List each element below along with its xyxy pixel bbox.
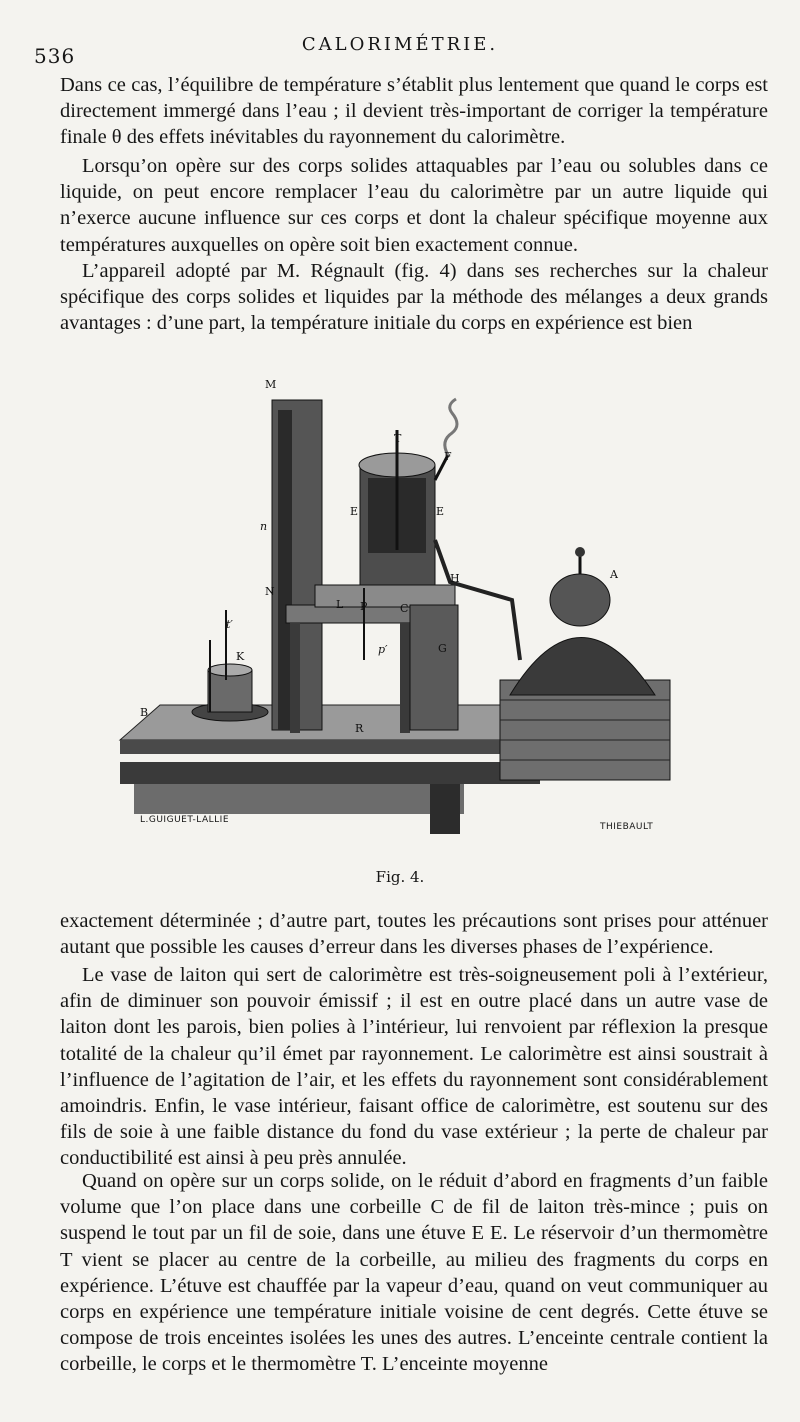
label-G: G xyxy=(438,642,447,655)
label-H: H xyxy=(450,572,460,585)
label-E-left: E xyxy=(350,505,359,518)
calorimeter-enclosure xyxy=(410,605,458,730)
figure-apparatus xyxy=(110,360,690,835)
page-number: 536 xyxy=(34,44,76,68)
frame-leg-right xyxy=(400,623,410,733)
base-board-edge xyxy=(120,740,500,754)
label-B: B xyxy=(140,706,149,719)
paragraph-2: Lorsqu’on opère sur des corps solides attaquables par l’eau ou solubles dans ce liquide, on peut encore remplacer l’eau du calorimètre par un autre liquide qui n’exerce aucune influence sur ces corps et dont la chaleur spécifique moyenne aux températures auxquelles on opère soit bien exactement connue. xyxy=(60,155,768,256)
label-N: N xyxy=(265,585,275,598)
boiler-dome xyxy=(550,574,610,626)
label-K: K xyxy=(236,650,245,663)
label-M: M xyxy=(265,378,277,391)
label-t-prime: t′ xyxy=(226,618,233,631)
screen-board-shadow xyxy=(278,410,292,730)
label-p-prime: p′ xyxy=(378,643,388,656)
boiler-knob xyxy=(575,547,585,557)
paragraph-6: Quand on opère sur un corps solide, on le réduit d’abord en fragments d’un faible volume que l’on place dans une corbeille C de fil de laiton très-mince ; puis on suspend le tout par un fil de soie, dans une étuve E E. Le réservoir d’un thermomètre T vient se placer au centre de la corbeille, au milieu des fragments du corps en expérience. L’étuve est chauffée par la vapeur d’eau, quand on veut communiquer au corps en expérience une température initiale voisine de cent degrés. Cette étuve se compose de trois enceintes isolées les unes des autres. L’enceinte centrale contient la corbeille, le corps et le thermomètre T. L’enceinte moyenne xyxy=(60,1170,768,1376)
label-C: C xyxy=(400,602,409,615)
steam-plume xyxy=(445,399,457,455)
figure-caption: Fig. 4. xyxy=(375,868,425,886)
label-P: P xyxy=(360,600,368,613)
engraver-signature-right: THIEBAULT xyxy=(600,822,654,832)
boiler-body xyxy=(510,638,655,696)
regnault-apparatus-engraving xyxy=(110,360,690,835)
label-n: n xyxy=(260,520,268,533)
table-leg xyxy=(430,784,460,834)
paragraph-4: exactement déterminée ; d’autre part, toutes les précautions sont prises pour atténuer autant que possible les causes d’erreur dans les diverses phases de l’expérience. xyxy=(60,910,768,959)
label-L: L xyxy=(336,598,344,611)
base-board xyxy=(120,705,540,740)
table-top xyxy=(120,762,540,784)
beaker-rim xyxy=(208,664,252,676)
label-A: A xyxy=(610,568,618,581)
running-title: CALORIMÉTRIE. xyxy=(301,34,499,55)
engraver-signature-left: L.GUIGUET-LALLIE xyxy=(140,815,230,825)
label-E-right: E xyxy=(436,505,445,518)
frame-leg-left xyxy=(290,623,300,733)
table-skirt xyxy=(134,784,464,814)
label-R: R xyxy=(355,722,364,735)
paragraph-3: L’appareil adopté par M. Régnault (fig. 4) dans ses recherches sur la chaleur spécifique des corps solides et liquides par la méthode des mélanges a deux grands avantages : d’une part, la température initiale du corps en expérience est bien xyxy=(60,260,768,335)
paragraph-5: Le vase de laiton qui sert de calorimètre est très-soigneusement poli à l’extérieur, afin de diminuer son pouvoir émissif ; il est en outre placé dans un autre vase de laiton dont les parois, bien polies à l’intérieur, lui renvoient par réflexion la presque totalité de la chaleur qu’il émet par rayonnement. Le calorimètre est ainsi soustrait à l’influence de l’agitation de l’air, et les effets du rayonnement sont considérablement amoindris. Enfin, le vase intérieur, faisant office de calorimètre, est soutenu sur des fils de soie à une faible distance du fond du vase extérieur ; la perte de chaleur par conductibilité est ainsi à peu près annulée. xyxy=(60,964,768,1170)
label-F: F xyxy=(444,450,452,463)
label-T: T xyxy=(394,432,402,445)
paragraph-1: Dans ce cas, l’équilibre de température s’établit plus lentement que quand le corps est directement immergé dans l’eau ; il devient très-important de corriger la température finale θ des effets inévitables du rayonnement du calorimètre. xyxy=(60,74,768,149)
